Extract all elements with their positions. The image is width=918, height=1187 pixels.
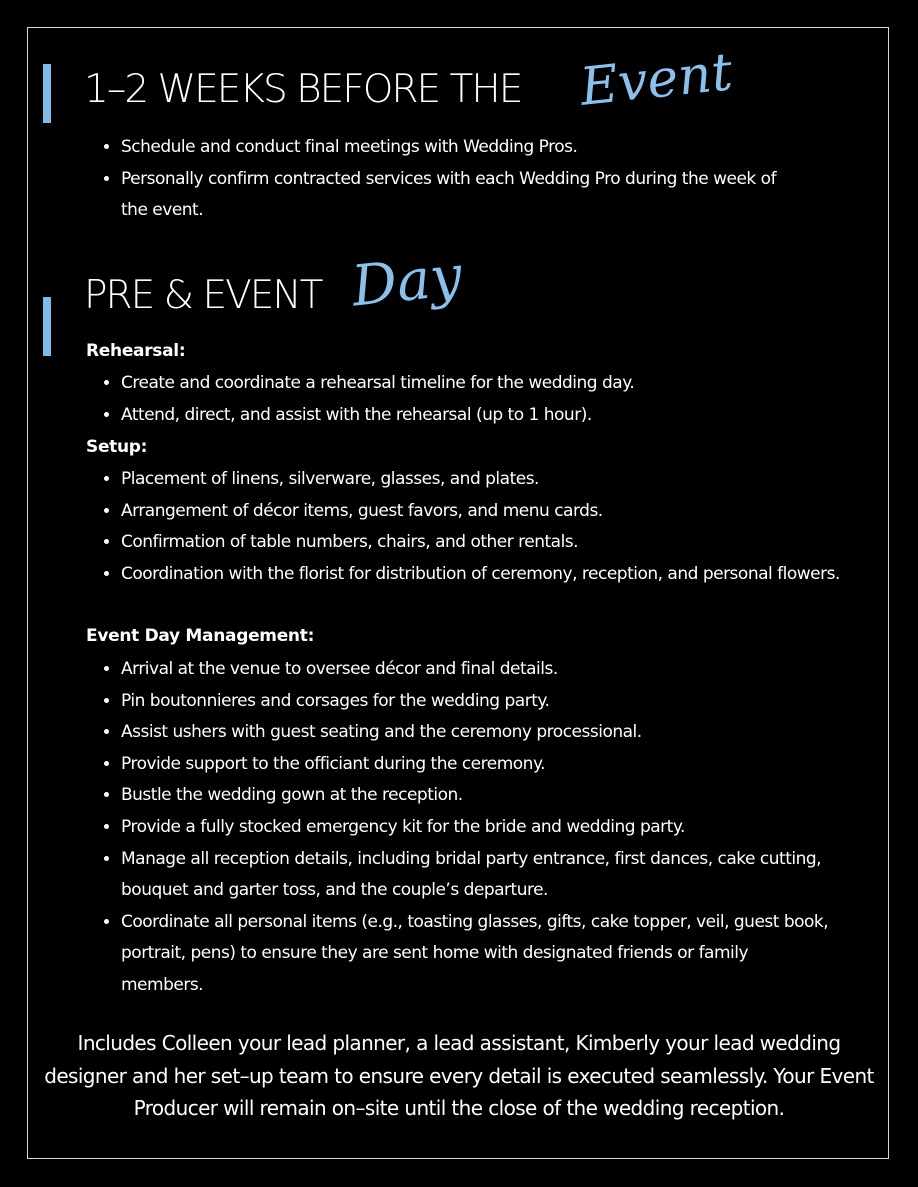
list-item: • Pin boutonnieres and corsages for the wedding party. [121, 686, 831, 718]
list-item: • Coordinate all personal items (e.g., toasting glasses, gifts, cake topper, veil, guest book, portrait, pens) to ensure they are sent home with designated friends or family members. [121, 907, 831, 1002]
script-word-event: Event [577, 42, 736, 118]
subheading-event-day-management: Event Day Management: [86, 626, 315, 646]
list-item: • Provide a fully stocked emergency kit for the bride and wedding party. [121, 812, 831, 844]
list-item: • Confirmation of table numbers, chairs, and other rentals. [121, 527, 841, 559]
section-heading-weeks-before: 1–2 WEEKS BEFORE THE [84, 67, 522, 112]
list-item: • Attend, direct, and assist with the rehearsal (up to 1 hour). [121, 400, 841, 432]
list-item: • Placement of linens, silverware, glasses, and plates. [121, 464, 841, 496]
setup-list [99, 464, 841, 590]
section-heading-pre-event: PRE & EVENT [84, 273, 322, 318]
list-item: • Coordination with the florist for distribution of ceremony, reception, and personal flowers. [121, 559, 841, 591]
script-word-day: Day [348, 243, 465, 320]
footer-summary: Includes Colleen your lead planner, a lead assistant, Kimberly your lead wedding designer and her set–up team to ensure every detail is executed seamlessly. Your Event Producer will remain on–site until the close of the wedding reception. [44, 1031, 874, 1120]
subheading-setup: Setup: [86, 437, 148, 457]
rehearsal-list [99, 368, 841, 431]
list-item: • Manage all reception details, including bridal party entrance, first dances, cake cutting, bouquet and garter toss, and the couple’s departure. [121, 844, 831, 907]
list-item: • Assist ushers with guest seating and the ceremony processional. [121, 717, 831, 749]
section-accent-bar [43, 297, 51, 356]
weeks-before-list [99, 132, 801, 227]
list-item: • Bustle the wedding gown at the reception. [121, 780, 831, 812]
list-item: • Arrival at the venue to oversee décor and final details. [121, 654, 831, 686]
list-item: • Provide support to the officiant during the ceremony. [121, 749, 831, 781]
list-item: • Personally confirm contracted services with each Wedding Pro during the week of the event. [121, 164, 801, 227]
list-item: • Create and coordinate a rehearsal timeline for the wedding day. [121, 368, 841, 400]
list-item: • Schedule and conduct final meetings with Wedding Pros. [121, 132, 801, 164]
subheading-rehearsal: Rehearsal: [86, 341, 186, 361]
section-accent-bar [43, 64, 51, 123]
event-day-list [99, 654, 831, 1002]
list-item: • Arrangement of décor items, guest favors, and menu cards. [121, 496, 841, 528]
